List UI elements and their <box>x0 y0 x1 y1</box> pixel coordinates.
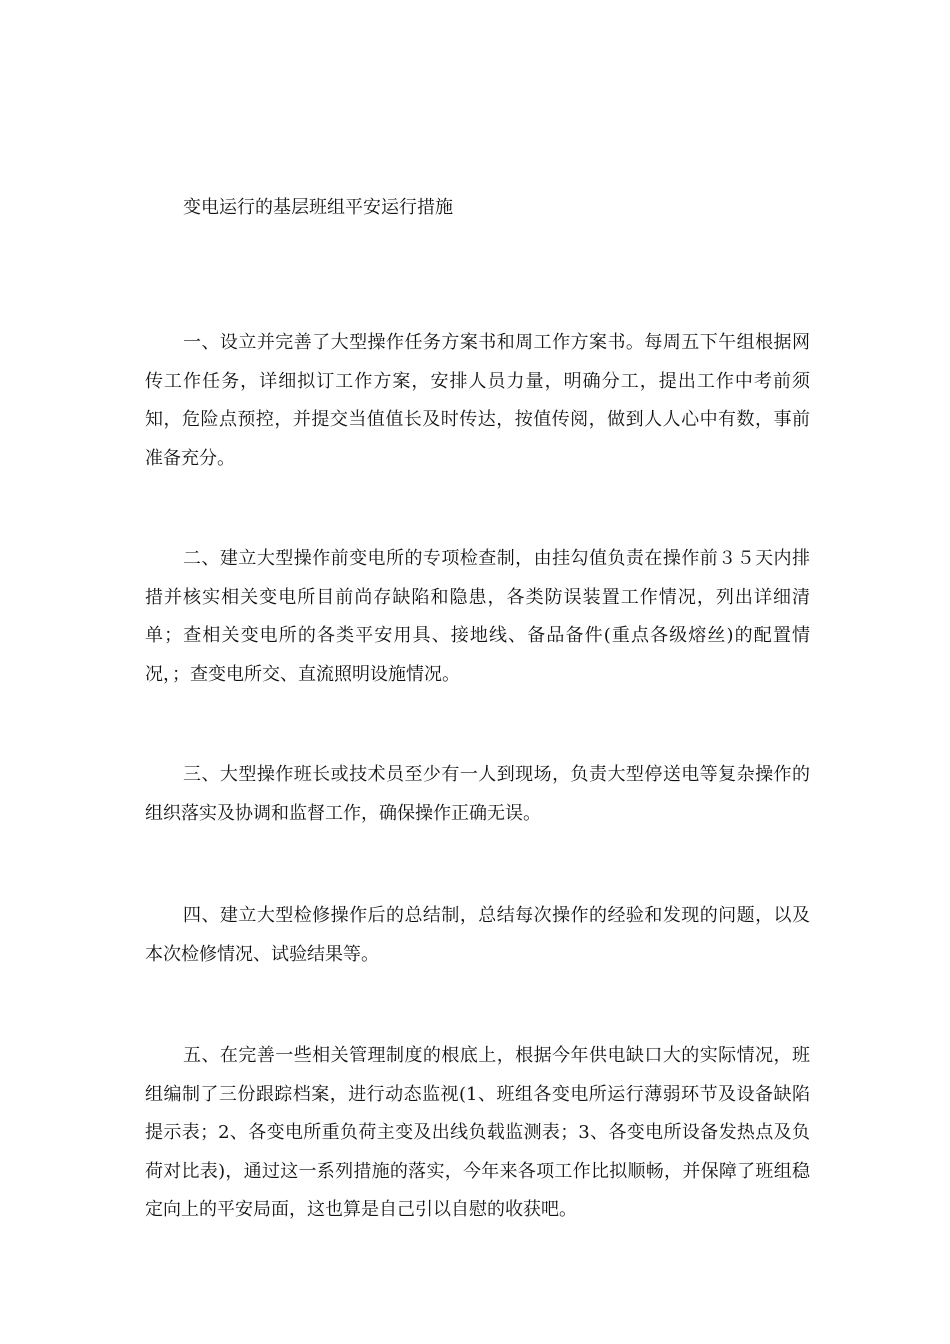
paragraph-2: 二、建立大型操作前变电所的专项检查制，由挂勾值负责在操作前３５天内排措并核实相关变电所目前尚存缺陷和隐患，各类防误装置工作情况，列出详细清单；查相关变电所的各类平安用具、接地线、备品备件(重点各级熔丝)的配置情况，；查变电所交、直流照明设施情况。 <box>145 548 810 685</box>
paragraph-3: 三、大型操作班长或技术员至少有一人到现场，负责大型停送电等复杂操作的组织落实及协调和监督工作，确保操作正确无误。 <box>145 764 810 824</box>
paragraph-1: 一、设立并完善了大型操作任务方案书和周工作方案书。每周五下午组根据网传工作任务，详细拟订工作方案，安排人员力量，明确分工，提出工作中考前须知，危险点预控，并提交当值值长及时传达，按值传阅，做到人人心中有数，事前准备充分。 <box>145 332 810 469</box>
document-title: 变电运行的基层班组平安运行措施 <box>183 197 453 218</box>
paragraph-4: 四、建立大型检修操作后的总结制，总结每次操作的经验和发现的问题，以及本次检修情况、试验结果等。 <box>145 905 810 965</box>
paragraph-5: 五、在完善一些相关管理制度的根底上，根据今年供电缺口大的实际情况，班组编制了三份跟踪档案，进行动态监视(1、班组各变电所运行薄弱环节及设备缺陷提示表；2、各变电所重负荷主变及出线负载监测表；3、各变电所设备发热点及负荷对比表)，通过这一系列措施的落实，今年来各项工作比拟顺畅，并保障了班组稳定向上的平安局面，这也算是自己引以自慰的收获吧。 <box>145 1045 810 1220</box>
